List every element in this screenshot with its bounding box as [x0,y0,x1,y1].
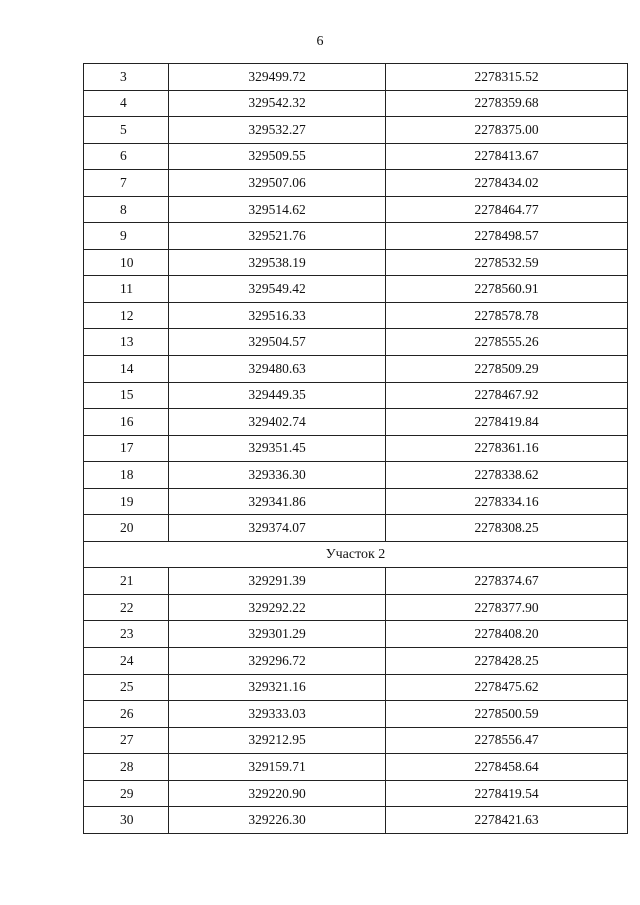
point-number-cell: 16 [84,409,169,436]
point-number-cell: 22 [84,594,169,621]
y-coordinate-cell: 2278308.25 [386,515,628,542]
table-row [84,594,628,621]
y-coordinate-cell: 2278498.57 [386,223,628,250]
x-coordinate-cell: 329341.86 [169,488,386,515]
coordinates-table-body [84,64,628,834]
table-row [84,435,628,462]
section-header-row [84,541,628,568]
table-row [84,754,628,781]
x-coordinate-cell: 329449.35 [169,382,386,409]
x-coordinate-cell: 329296.72 [169,648,386,675]
y-coordinate-cell: 2278338.62 [386,462,628,489]
point-number-cell: 26 [84,701,169,728]
y-coordinate-cell: 2278500.59 [386,701,628,728]
x-coordinate-cell: 329504.57 [169,329,386,356]
table-row [84,117,628,144]
point-number-cell: 25 [84,674,169,701]
point-number-cell: 8 [84,196,169,223]
y-coordinate-cell: 2278361.16 [386,435,628,462]
y-coordinate-cell: 2278509.29 [386,356,628,383]
table-row [84,727,628,754]
point-number-cell: 9 [84,223,169,250]
table-row [84,648,628,675]
y-coordinate-cell: 2278475.62 [386,674,628,701]
table-row [84,64,628,91]
x-coordinate-cell: 329549.42 [169,276,386,303]
table-row [84,90,628,117]
point-number-cell: 7 [84,170,169,197]
x-coordinate-cell: 329220.90 [169,780,386,807]
table-row [84,329,628,356]
x-coordinate-cell: 329292.22 [169,594,386,621]
point-number-cell: 15 [84,382,169,409]
point-number-cell: 12 [84,302,169,329]
point-number-cell: 24 [84,648,169,675]
y-coordinate-cell: 2278578.78 [386,302,628,329]
section-label: Участок 2 [84,541,628,568]
point-number-cell: 27 [84,727,169,754]
point-number-cell: 5 [84,117,169,144]
x-coordinate-cell: 329301.29 [169,621,386,648]
x-coordinate-cell: 329538.19 [169,249,386,276]
table-row [84,382,628,409]
table-row [84,462,628,489]
y-coordinate-cell: 2278315.52 [386,64,628,91]
x-coordinate-cell: 329521.76 [169,223,386,250]
x-coordinate-cell: 329499.72 [169,64,386,91]
table-row [84,356,628,383]
x-coordinate-cell: 329509.55 [169,143,386,170]
y-coordinate-cell: 2278375.00 [386,117,628,144]
table-row [84,780,628,807]
x-coordinate-cell: 329532.27 [169,117,386,144]
y-coordinate-cell: 2278560.91 [386,276,628,303]
table-row [84,674,628,701]
page-number: 6 [316,34,324,49]
y-coordinate-cell: 2278555.26 [386,329,628,356]
x-coordinate-cell: 329516.33 [169,302,386,329]
y-coordinate-cell: 2278458.64 [386,754,628,781]
point-number-cell: 29 [84,780,169,807]
table-row [84,276,628,303]
coordinates-table [83,63,628,834]
x-coordinate-cell: 329212.95 [169,727,386,754]
point-number-cell: 23 [84,621,169,648]
point-number-cell: 10 [84,249,169,276]
point-number-cell: 4 [84,90,169,117]
y-coordinate-cell: 2278532.59 [386,249,628,276]
x-coordinate-cell: 329507.06 [169,170,386,197]
x-coordinate-cell: 329351.45 [169,435,386,462]
table-row [84,488,628,515]
y-coordinate-cell: 2278408.20 [386,621,628,648]
x-coordinate-cell: 329374.07 [169,515,386,542]
y-coordinate-cell: 2278377.90 [386,594,628,621]
point-number-cell: 19 [84,488,169,515]
x-coordinate-cell: 329542.32 [169,90,386,117]
point-number-cell: 28 [84,754,169,781]
point-number-cell: 13 [84,329,169,356]
y-coordinate-cell: 2278556.47 [386,727,628,754]
y-coordinate-cell: 2278421.63 [386,807,628,834]
y-coordinate-cell: 2278428.25 [386,648,628,675]
point-number-cell: 20 [84,515,169,542]
table-row [84,143,628,170]
y-coordinate-cell: 2278419.84 [386,409,628,436]
y-coordinate-cell: 2278467.92 [386,382,628,409]
y-coordinate-cell: 2278434.02 [386,170,628,197]
x-coordinate-cell: 329291.39 [169,568,386,595]
table-row [84,621,628,648]
point-number-cell: 11 [84,276,169,303]
point-number-cell: 30 [84,807,169,834]
point-number-cell: 6 [84,143,169,170]
x-coordinate-cell: 329480.63 [169,356,386,383]
point-number-cell: 21 [84,568,169,595]
table-row [84,223,628,250]
table-row [84,568,628,595]
x-coordinate-cell: 329333.03 [169,701,386,728]
point-number-cell: 18 [84,462,169,489]
table-row [84,701,628,728]
x-coordinate-cell: 329226.30 [169,807,386,834]
table-row [84,196,628,223]
point-number-cell: 17 [84,435,169,462]
y-coordinate-cell: 2278334.16 [386,488,628,515]
table-row [84,249,628,276]
table-row [84,807,628,834]
point-number-cell: 14 [84,356,169,383]
y-coordinate-cell: 2278413.67 [386,143,628,170]
y-coordinate-cell: 2278419.54 [386,780,628,807]
table-row [84,515,628,542]
x-coordinate-cell: 329514.62 [169,196,386,223]
y-coordinate-cell: 2278374.67 [386,568,628,595]
x-coordinate-cell: 329159.71 [169,754,386,781]
x-coordinate-cell: 329321.16 [169,674,386,701]
x-coordinate-cell: 329402.74 [169,409,386,436]
table-row [84,302,628,329]
y-coordinate-cell: 2278359.68 [386,90,628,117]
point-number-cell: 3 [84,64,169,91]
y-coordinate-cell: 2278464.77 [386,196,628,223]
x-coordinate-cell: 329336.30 [169,462,386,489]
table-row [84,170,628,197]
table-row [84,409,628,436]
